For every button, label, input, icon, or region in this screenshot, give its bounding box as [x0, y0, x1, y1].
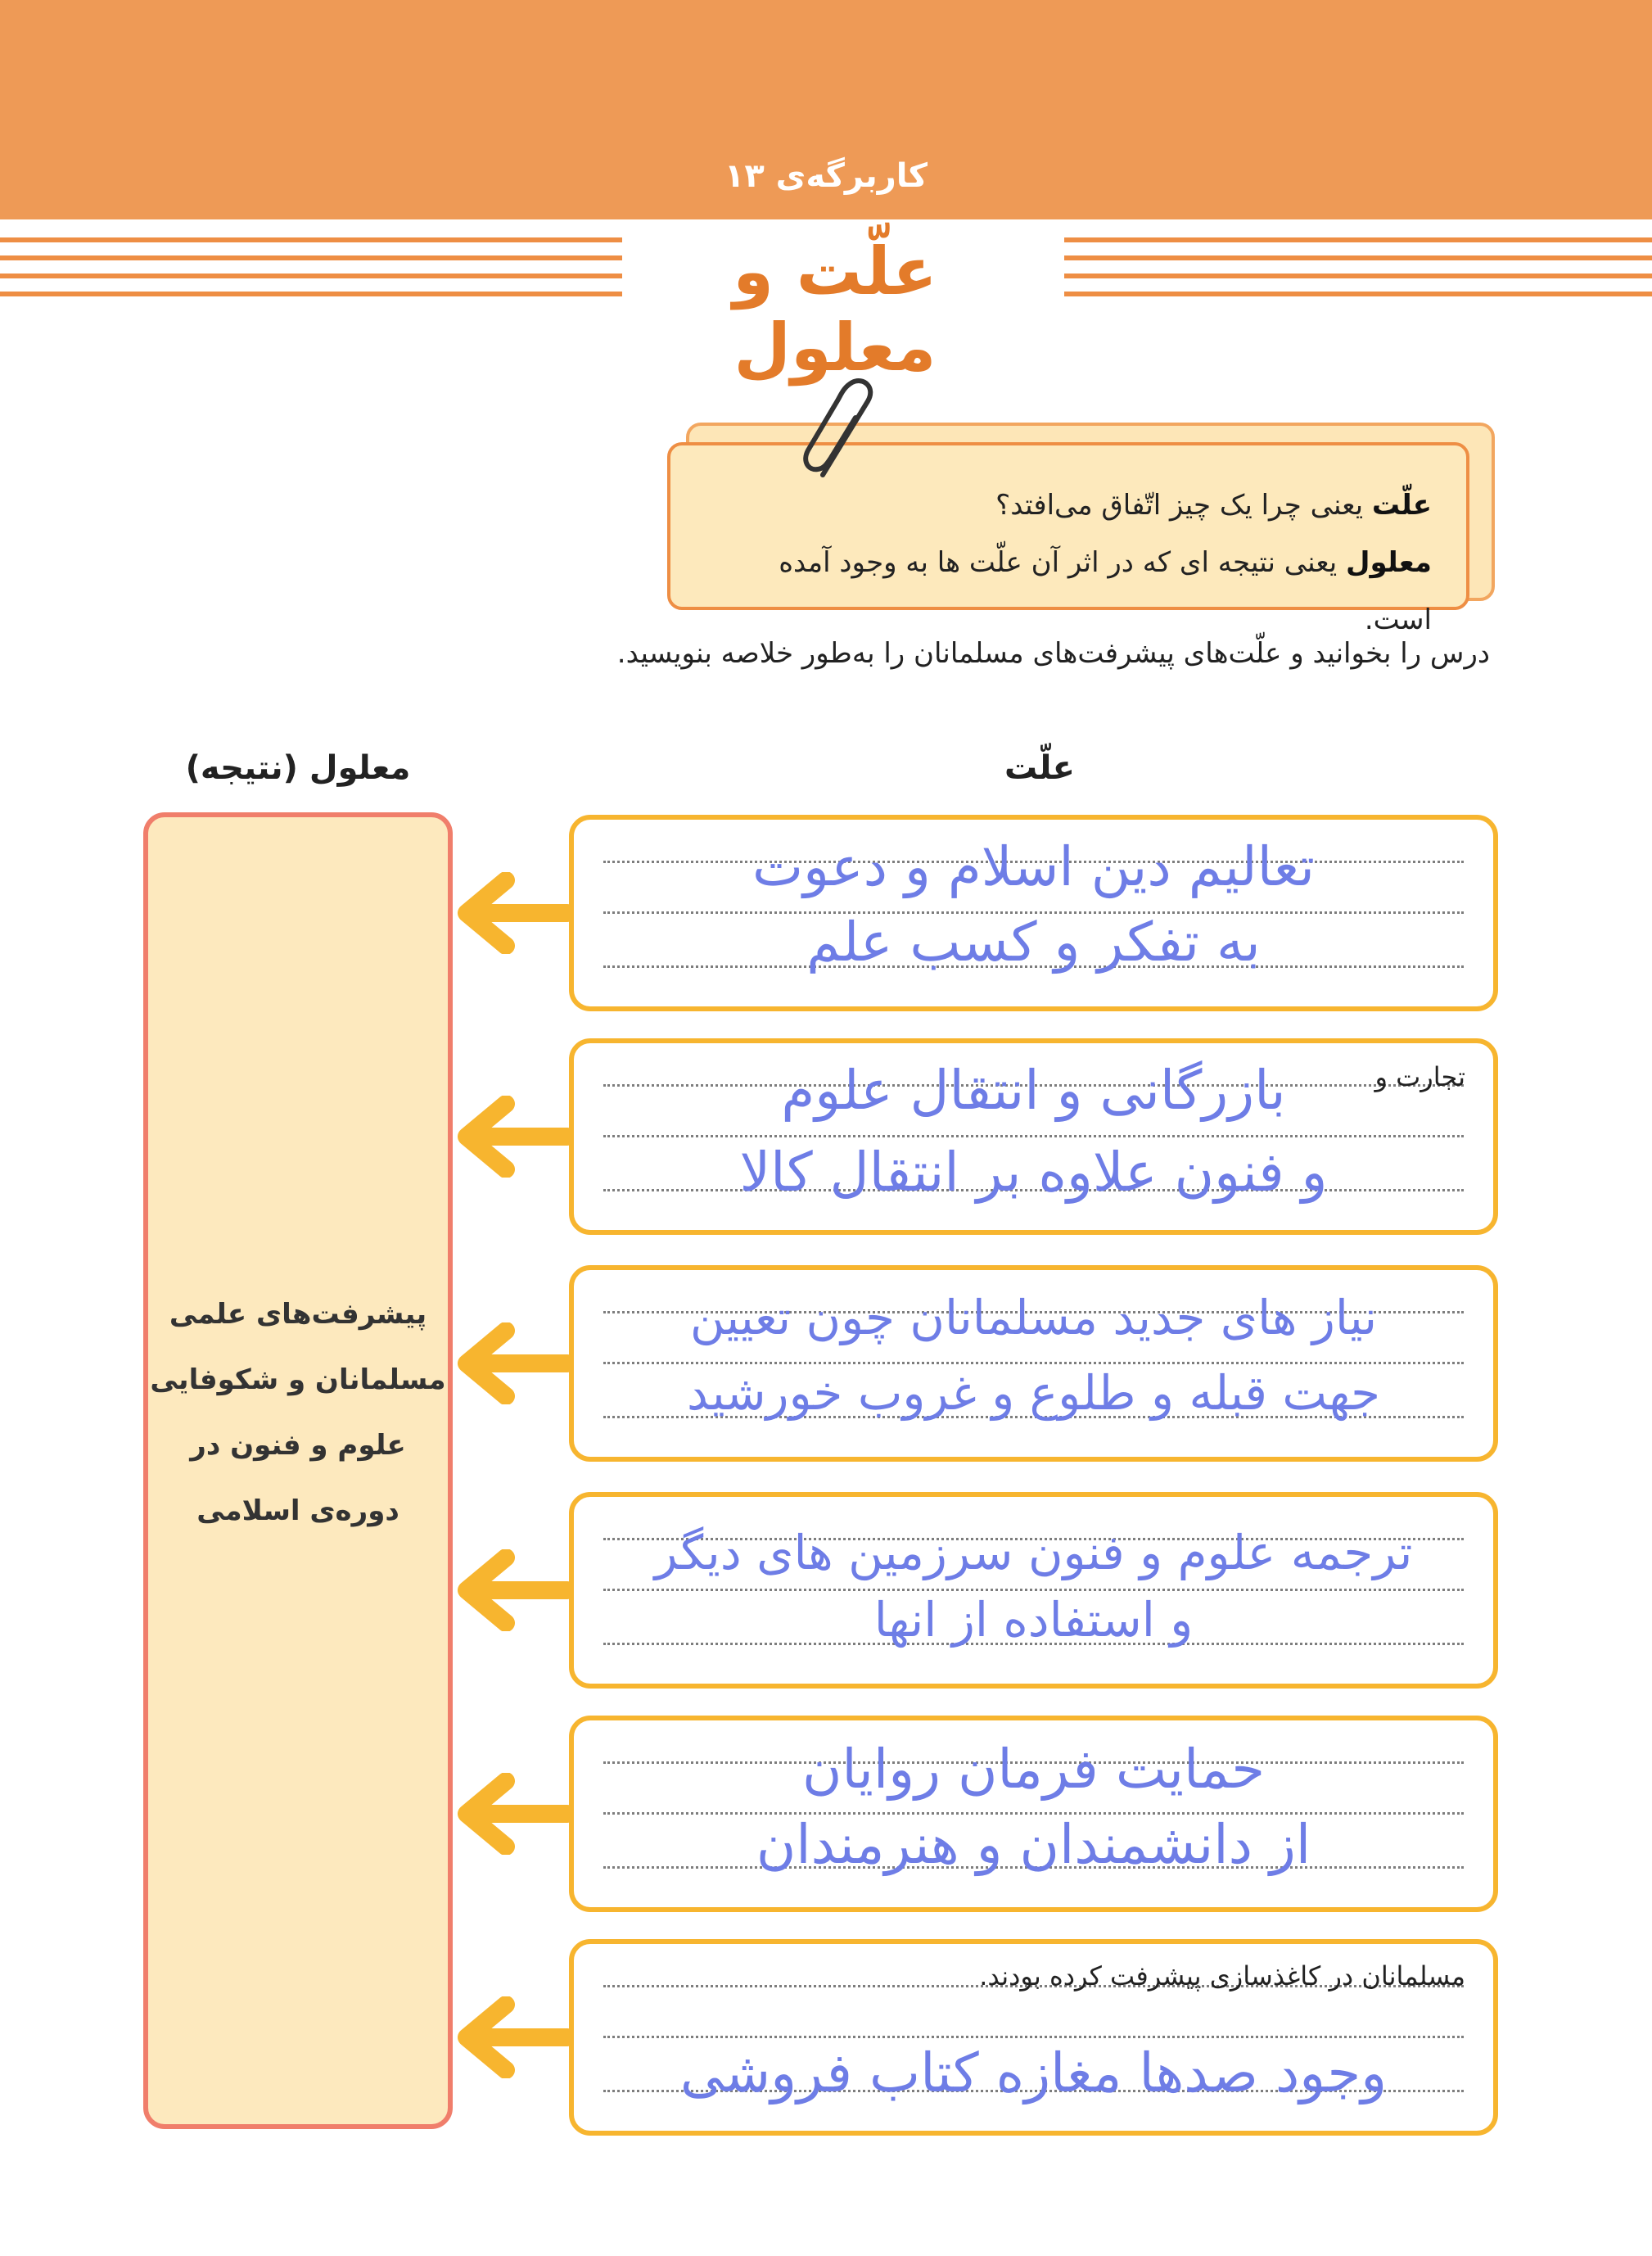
effect-text	[143, 1282, 453, 1544]
cause-term: علّت	[1371, 489, 1432, 522]
handwritten-answer: حمایت فرمان روایان	[801, 1738, 1266, 1801]
paperclip-icon	[798, 373, 888, 487]
handwritten-answer: تعالیم دین اسلام و دعوت	[752, 835, 1315, 898]
cause-box-1[interactable]	[569, 815, 1498, 1011]
handwritten-answer: به تفکر و کسب علم	[806, 911, 1261, 974]
handwritten-answer: نیاز های جدید مسلمانان چون تعیین	[689, 1290, 1378, 1345]
handwritten-answer: بازرگانی و انتقال علوم	[781, 1059, 1286, 1122]
handwritten-answer: جهت قبله و طلوع و غروب خورشید	[687, 1365, 1380, 1421]
cause-box-2[interactable]	[569, 1038, 1498, 1235]
effect-definition-text: یعنی نتیجه ای که در اثر آن علّت ها به وجود آمده است.	[779, 546, 1432, 636]
cause-box-5[interactable]	[569, 1716, 1498, 1912]
cause-box-6[interactable]	[569, 1939, 1498, 2136]
cause-definition-text: یعنی چرا یک چیز اتّفاق می‌افتد؟	[995, 489, 1372, 522]
handwritten-answer: وجود صدها مغازه کتاب فروشی	[679, 2041, 1388, 2105]
arrow-left-icon	[457, 872, 571, 954]
effect-line: علوم و فنون در	[190, 1429, 406, 1462]
effect-line: دوره‌ی اسلامی	[196, 1494, 399, 1527]
cause-box-4[interactable]	[569, 1492, 1498, 1689]
arrow-left-icon	[457, 1096, 571, 1178]
handwritten-answer: و استفاده از انها	[873, 1592, 1194, 1648]
arrow-left-icon	[457, 1322, 571, 1404]
handwritten-answer: و فنون علاوه بر انتقال کالا	[739, 1141, 1328, 1204]
effect-line: مسلمانان و شکوفایی	[150, 1363, 446, 1396]
cause-column-label: علّت	[1004, 749, 1075, 787]
title-stripes-left	[0, 237, 622, 296]
page-title: علّت و معلول	[622, 233, 1048, 386]
cause-box-3[interactable]	[569, 1265, 1498, 1462]
title-stripes-right	[1064, 237, 1652, 296]
instruction-text: درس را بخوانید و علّت‌های پیشرفت‌های مسلمانان را به‌طور خلاصه بنویسید.	[616, 637, 1490, 670]
printed-prompt: تجارت و	[1374, 1061, 1465, 1092]
printed-prompt: مسلمانان در کاغذسازی پیشرفت کرده بودند.	[979, 1960, 1465, 1992]
handwritten-answer: از دانشمندان و هنرمندان	[756, 1813, 1311, 1876]
effect-column-label: معلول (نتیجه)	[185, 749, 411, 787]
handwritten-answer: ترجمه علوم و فنون سرزمین های دیگر	[654, 1525, 1413, 1580]
arrow-left-icon	[457, 1549, 571, 1631]
worksheet-number: کاربرگه‌ی ۱۳	[724, 157, 928, 195]
arrow-left-icon	[457, 1773, 571, 1855]
definition-note	[667, 442, 1469, 636]
arrow-left-icon	[457, 1996, 571, 2078]
effect-line: پیشرفت‌های علمی	[169, 1298, 427, 1331]
effect-definition	[705, 534, 1432, 649]
effect-term: معلول	[1346, 546, 1432, 579]
